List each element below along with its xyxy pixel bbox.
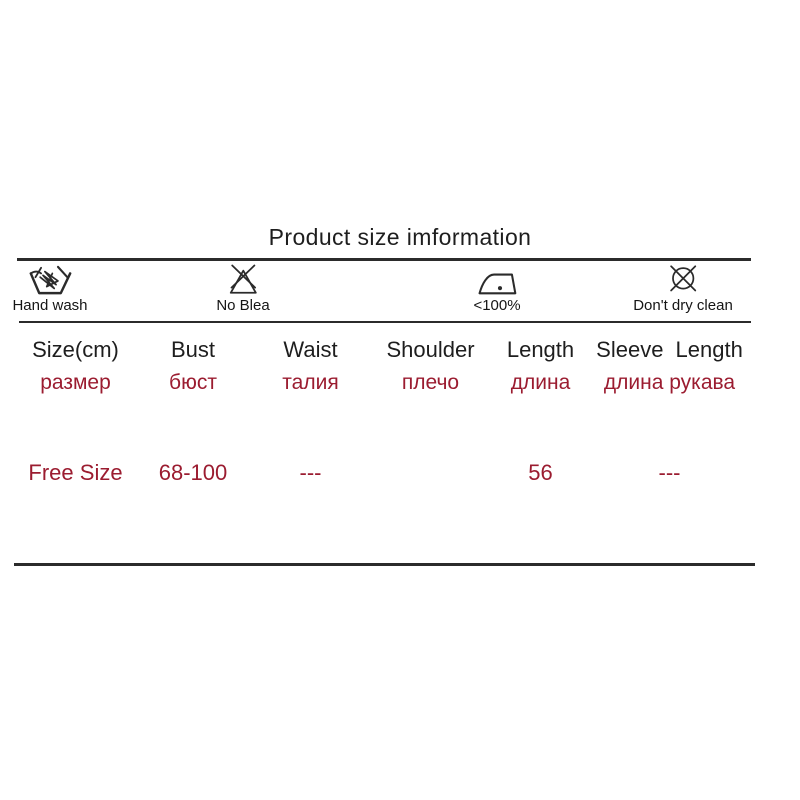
column-header-bust-ru: бюст bbox=[169, 371, 217, 394]
cell-shoulder-value bbox=[368, 461, 493, 485]
care-item-no-dry-clean bbox=[633, 264, 733, 314]
divider-bottom bbox=[14, 563, 755, 566]
care-label: No Blea bbox=[216, 297, 270, 314]
column-header-waist-ru: талия bbox=[282, 371, 339, 394]
cell-waist-value: --- bbox=[299, 460, 322, 485]
no-bleach-icon bbox=[225, 264, 261, 295]
hand-wash-icon bbox=[27, 264, 73, 295]
column-header-size-ru: размер bbox=[40, 371, 111, 394]
cell-sleeve-length-value: --- bbox=[658, 460, 681, 485]
care-item-hand-wash bbox=[12, 264, 87, 314]
cell-size-value: Free Size bbox=[28, 460, 123, 485]
column-header-shoulder: Shoulder bbox=[386, 337, 475, 362]
iron-low-temp-icon bbox=[476, 264, 518, 295]
column-header-shoulder-ru: плечо bbox=[401, 371, 460, 394]
column-header-length-ru: длина bbox=[510, 371, 571, 394]
table-row bbox=[18, 461, 751, 485]
divider-top bbox=[17, 258, 751, 261]
care-label: <100% bbox=[473, 297, 521, 314]
column-header-length: Length bbox=[506, 337, 575, 362]
care-label: Don't dry clean bbox=[633, 297, 733, 314]
column-header-size: Size(cm) bbox=[32, 337, 119, 362]
page-title: Product size imformation bbox=[268, 224, 532, 250]
care-label: Hand wash bbox=[12, 297, 88, 314]
cell-length-value: 56 bbox=[528, 460, 553, 485]
cell-bust-value: 68-100 bbox=[158, 460, 228, 485]
column-header-bust: Bust bbox=[170, 337, 216, 362]
column-header-sleeve-length-ru: длина рукава bbox=[603, 371, 736, 394]
care-instructions-row bbox=[12, 264, 751, 316]
no-dry-clean-icon bbox=[666, 264, 700, 295]
care-item-no-bleach bbox=[216, 264, 269, 314]
care-item-iron-low-temp bbox=[473, 264, 520, 314]
divider-middle bbox=[19, 321, 751, 323]
column-header-sleeve-length: Sleeve Length bbox=[596, 337, 743, 362]
column-header-waist: Waist bbox=[283, 337, 338, 362]
size-table-header-ru bbox=[18, 371, 751, 394]
size-table-header-en bbox=[18, 338, 751, 362]
